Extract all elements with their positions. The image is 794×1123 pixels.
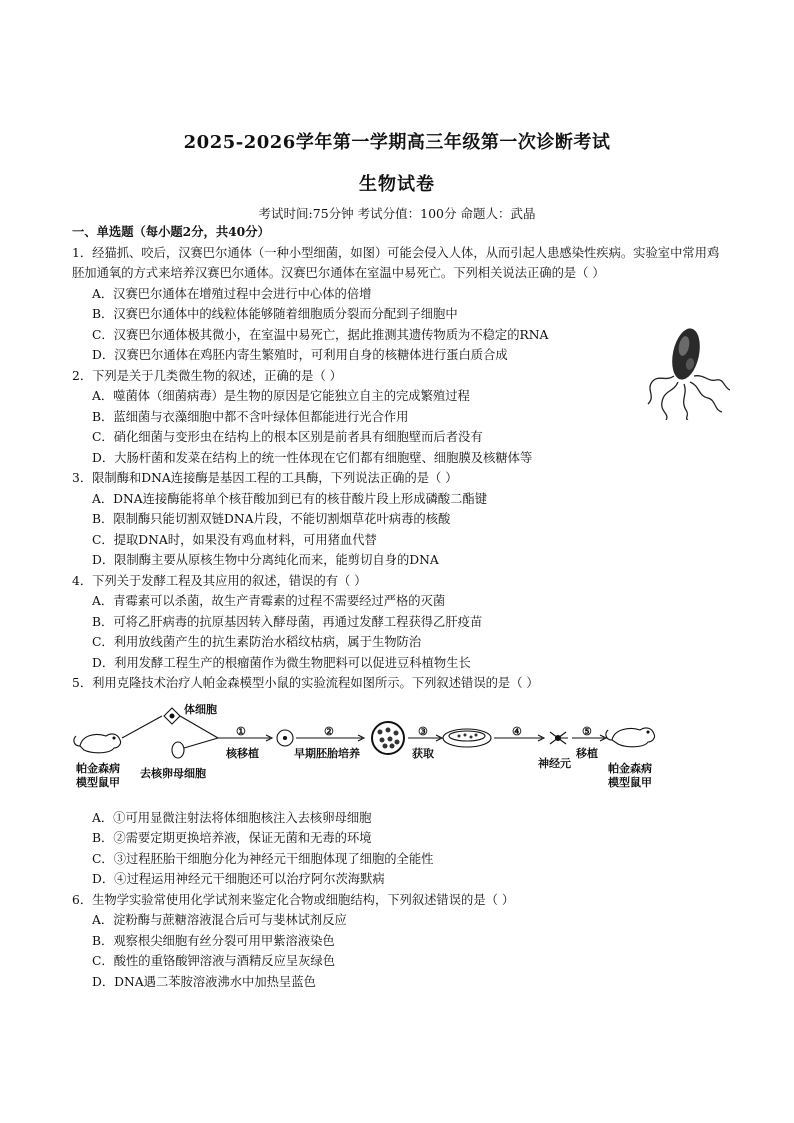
question-stem: 6．生物学实验常使用化学试剂来鉴定化合物或细胞结构，下列叙述错误的是（ ） bbox=[72, 892, 515, 907]
section-title: 一、单选题（每小题2分，共40分） bbox=[72, 224, 270, 239]
question-stem: 5．利用克隆技术治疗人帕金森模型小鼠的实验流程如图所示。下列叙述错误的是（ ） bbox=[72, 676, 539, 690]
option-a: A．①可用显微注射法将体细胞核注入去核卵母细胞 bbox=[92, 810, 372, 825]
option-b: B．可将乙肝病毒的抗原基因转入酵母菌，再通过发酵工程获得乙肝疫苗 bbox=[92, 614, 483, 629]
exam-content bbox=[72, 222, 722, 992]
option-a: A．汉赛巴尔通体在增殖过程中会进行中心体的倍增 bbox=[92, 286, 372, 301]
question-stem: 2．下列是关于几类微生物的叙述，正确的是（ ） bbox=[72, 368, 342, 383]
option-d: D．④过程运用神经元干细胞还可以治疗阿尔茨海默病 bbox=[92, 872, 385, 886]
exam-subtitle: 生物试卷 bbox=[359, 174, 435, 195]
question-5 bbox=[72, 673, 722, 890]
step-2-marker: ② bbox=[324, 724, 334, 738]
step-4-marker: ④ bbox=[512, 724, 522, 738]
step-1-label: 核移植 bbox=[226, 746, 259, 760]
option-b: B．②需要定期更换培养液，保证无菌和无毒的环境 bbox=[92, 831, 372, 845]
cloning-flow-diagram bbox=[72, 698, 722, 804]
egg-cell-label: 去核卵母细胞 bbox=[140, 766, 206, 780]
question-3 bbox=[72, 468, 722, 571]
option-c: C．汉赛巴尔通体极其微小，在室温中易死亡，据此推测其遗传物质为不稳定的RNA bbox=[92, 327, 549, 342]
option-c: C．酸性的重铬酸钾溶液与酒精反应呈灰绿色 bbox=[92, 954, 336, 968]
option-b: B．汉赛巴尔通体中的线粒体能够随着细胞质分裂而分配到子细胞中 bbox=[92, 307, 458, 321]
question-6 bbox=[72, 890, 722, 993]
option-b: B．蓝细菌与衣藻细胞中都不含叶绿体但都能进行光合作用 bbox=[92, 409, 409, 424]
question-2 bbox=[72, 366, 722, 469]
egg-cell-icon bbox=[172, 742, 184, 758]
question-4 bbox=[72, 571, 722, 674]
question-1 bbox=[72, 243, 722, 366]
exam-info: 考试时间:75分钟 考试分值：100分 命题人：武晶 bbox=[258, 206, 536, 221]
option-d: D．利用发酵工程生产的根瘤菌作为微生物肥料可以促进豆科植物生长 bbox=[92, 655, 471, 670]
step-5-label: 移植 bbox=[576, 746, 598, 760]
option-a: A．淀粉酶与蔗糖溶液混合后可与斐林试剂反应 bbox=[92, 913, 347, 927]
exam-title: 2025-2026学年第一学期高三年级第一次诊断考试 bbox=[183, 132, 611, 153]
question-stem: 4．下列关于发酵工程及其应用的叙述，错误的有（ ） bbox=[72, 573, 367, 588]
question-stem: 3．限制酶和DNA连接酶是基因工程的工具酶，下列说法正确的是（ ） bbox=[72, 471, 458, 485]
step-3-marker: ③ bbox=[418, 724, 428, 738]
option-b: B．观察根尖细胞有丝分裂可用甲紫溶液染色 bbox=[92, 933, 335, 948]
option-c: C．利用放线菌产生的抗生素防治水稻纹枯病，属于生物防治 bbox=[92, 635, 422, 649]
step-3-label: 获取 bbox=[412, 746, 434, 760]
option-c: C．③过程胚胎干细胞分化为神经元干细胞体现了细胞的全能性 bbox=[92, 851, 434, 866]
option-a: A．DNA连接酶能将单个核苷酸加到已有的核苷酸片段上形成磷酸二酯键 bbox=[92, 491, 487, 506]
option-c: C．硝化细菌与变形虫在结构上的根本区别是前者具有细胞壁而后者没有 bbox=[92, 430, 483, 444]
option-c: C．提取DNA时，如果没有鸡血材料，可用猪血代替 bbox=[92, 532, 377, 547]
option-d: D．限制酶主要从原核生物中分离纯化而来，能剪切自身的DNA bbox=[92, 553, 439, 567]
mouse-left-label: 帕金森病 模型鼠甲 bbox=[76, 761, 120, 789]
body-cell-label: 体细胞 bbox=[184, 702, 217, 716]
option-d: D．DNA遇二苯胺溶液沸水中加热呈蓝色 bbox=[92, 974, 316, 989]
option-a: A．噬菌体（细菌病毒）是生物的原因是它能独立自主的完成繁殖过程 bbox=[92, 389, 470, 403]
option-b: B．限制酶只能切割双链DNA片段，不能切割烟草花叶病毒的核酸 bbox=[92, 512, 451, 526]
option-d: D．汉赛巴尔通体在鸡胚内寄生繁殖时，可利用自身的核糖体进行蛋白质合成 bbox=[92, 348, 508, 362]
neuron-label: 神经元 bbox=[538, 756, 571, 770]
step-5-marker: ⑤ bbox=[582, 724, 592, 738]
step-1-marker: ① bbox=[236, 724, 246, 738]
mouse-right-label: 帕金森病 模型鼠甲 bbox=[608, 761, 652, 789]
option-d: D．大肠杆菌和发菜在结构上的统一性体现在它们都有细胞壁、细胞膜及核糖体等 bbox=[92, 450, 533, 465]
question-stem: 1．经猫抓、咬后，汉赛巴尔通体（一种小型细菌，如图）可能会侵入人体，从而引起人患感染性疾病。实验室中常用鸡胚加通氧的方式来培养汉赛巴尔通体。汉赛巴尔通体在室温中易死亡。下列相关说法正确的是（ ） bbox=[72, 245, 720, 280]
step-2-label: 早期胚胎培养 bbox=[294, 746, 360, 760]
option-a: A．青霉素可以杀菌，故生产青霉素的过程不需要经过严格的灭菌 bbox=[92, 594, 446, 608]
